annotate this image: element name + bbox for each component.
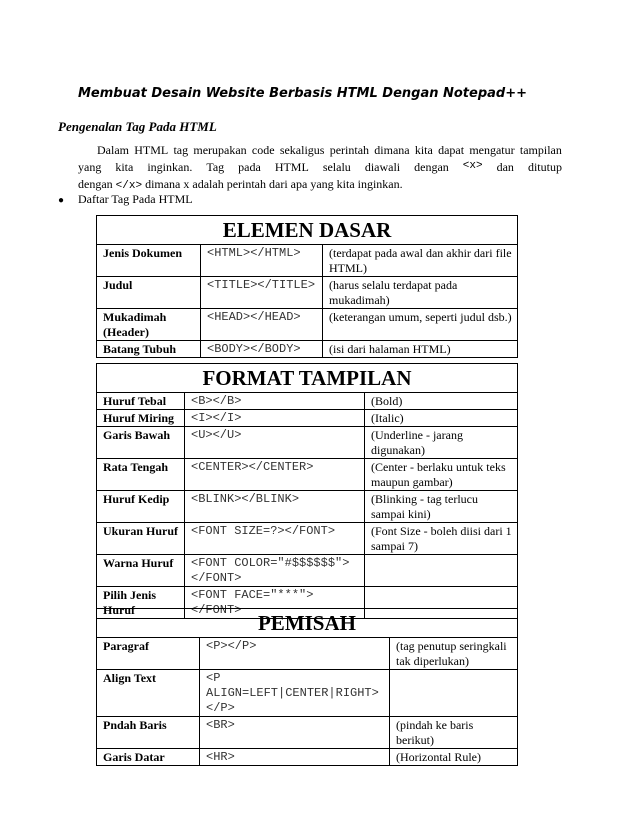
tag-code-cell: <BLINK></BLINK>	[185, 491, 365, 523]
intro-word: dapat	[438, 143, 465, 157]
intro-word: HTML	[274, 160, 309, 174]
tag-description-cell: (Horizontal Rule)	[390, 749, 518, 766]
intro-word: yang	[78, 160, 102, 174]
tag-name-cell: Garis Datar	[97, 749, 200, 766]
tag-code-cell: <BODY></BODY>	[201, 341, 323, 358]
tag-description-cell: (Bold)	[365, 393, 518, 410]
tag-code-cell: <FONT FACE="***"></FONT>	[185, 587, 365, 619]
tag-name-cell: Paragraf	[97, 638, 200, 670]
section-heading: Pengenalan Tag Pada HTML	[58, 119, 217, 134]
intro-word: dimana	[374, 143, 410, 157]
table-row	[97, 459, 518, 491]
intro-line-2	[78, 160, 562, 175]
tag-description-cell	[365, 555, 518, 587]
tag-code-cell: <HEAD></HEAD>	[201, 309, 323, 341]
intro-line-3-pre: dengan	[78, 177, 113, 191]
tag-code-cell: <HR>	[200, 749, 390, 766]
table-row	[97, 277, 518, 309]
tag-code-cell: <HTML></HTML>	[201, 245, 323, 277]
tag-description-cell: (harus selalu terdapat pada mukadimah)	[323, 277, 518, 309]
elemen-dasar-table	[96, 215, 518, 358]
opening-tag-example: <x>	[462, 160, 483, 172]
intro-line-1	[97, 143, 562, 158]
bullet-icon: ●	[58, 195, 65, 206]
tag-name-cell: Huruf Kedip	[97, 491, 185, 523]
table-row	[97, 638, 518, 670]
tag-description-cell: (terdapat pada awal dan akhir dari file HTML)	[323, 245, 518, 277]
bullet-text: Daftar Tag Pada HTML	[78, 192, 193, 206]
tag-description-cell: (pindah ke baris berikut)	[390, 717, 518, 749]
intro-word: pada	[238, 160, 261, 174]
table-row	[97, 555, 518, 587]
table-row	[97, 491, 518, 523]
tag-description-cell	[390, 670, 518, 717]
pemisah-table	[96, 608, 518, 766]
tag-name-cell: Mukadimah (Header)	[97, 309, 201, 341]
tag-code-cell: <BR>	[200, 717, 390, 749]
intro-word: code	[251, 143, 275, 157]
tag-code-cell: <P></P>	[200, 638, 390, 670]
intro-word: diawali	[364, 160, 401, 174]
intro-line-3	[78, 177, 562, 192]
intro-word: sekaligus	[279, 143, 325, 157]
tag-name-cell: Align Text	[97, 670, 200, 717]
tag-name-cell: Jenis Dokumen	[97, 245, 201, 277]
intro-word: perintah	[329, 143, 370, 157]
intro-word: merupakan	[193, 143, 247, 157]
intro-word: dengan	[414, 160, 449, 174]
intro-word: tampilan	[519, 143, 562, 157]
closing-tag-example: </x>	[115, 180, 143, 192]
intro-word: HTML	[134, 143, 169, 157]
table-title: ELEMEN DASAR	[97, 216, 518, 245]
tag-name-cell: Huruf Tebal	[97, 393, 185, 410]
intro-word: dan	[496, 160, 514, 174]
table-row	[97, 717, 518, 749]
tag-code-cell: <FONT COLOR="#$$$$$$"></FONT>	[185, 555, 365, 587]
table-row	[97, 523, 518, 555]
tag-name-cell: Pndah Baris	[97, 717, 200, 749]
tag-code-cell: <P ALIGN=LEFT|CENTER|RIGHT></P>	[200, 670, 390, 717]
table-row	[97, 670, 518, 717]
tag-description-cell: (Underline - jarang digunakan)	[365, 427, 518, 459]
intro-word: tag	[173, 143, 189, 157]
tag-code-cell: <U></U>	[185, 427, 365, 459]
tag-code-cell: <I></I>	[185, 410, 365, 427]
tag-code-cell: <FONT SIZE=?></FONT>	[185, 523, 365, 555]
intro-word: inginkan.	[147, 160, 193, 174]
tag-name-cell: Garis Bawah	[97, 427, 185, 459]
tag-description-cell: (isi dari halaman HTML)	[323, 341, 518, 358]
table-row	[97, 393, 518, 410]
table-row	[97, 410, 518, 427]
tag-description-cell: (keterangan umum, seperti judul dsb.)	[323, 309, 518, 341]
tag-description-cell: (Font Size - boleh diisi dari 1 sampai 7)	[365, 523, 518, 555]
tag-code-cell: <CENTER></CENTER>	[185, 459, 365, 491]
table-row	[97, 427, 518, 459]
table-row	[97, 245, 518, 277]
tag-description-cell: (Italic)	[365, 410, 518, 427]
tag-description-cell: (Center - berlaku untuk teks maupun gambar)	[365, 459, 518, 491]
intro-line-3-post: dimana x adalah perintah dari apa yang kita inginkan.	[145, 177, 403, 191]
tag-name-cell: Huruf Miring	[97, 410, 185, 427]
tag-name-cell: Batang Tubuh	[97, 341, 201, 358]
intro-word: ditutup	[527, 160, 562, 174]
table-row	[97, 749, 518, 766]
intro-word: kita	[414, 143, 433, 157]
table-title: PEMISAH	[97, 609, 518, 638]
tag-name-cell: Ukuran Huruf	[97, 523, 185, 555]
tag-name-cell: Pilih Jenis Huruf	[97, 587, 185, 619]
intro-word: Dalam	[97, 143, 129, 157]
tag-name-cell: Warna Huruf	[97, 555, 185, 587]
intro-word: Tag	[206, 160, 225, 174]
document-title: Membuat Desain Website Berbasis HTML Dengan Notepad++	[78, 86, 528, 101]
tag-code-cell: <B></B>	[185, 393, 365, 410]
intro-word: selalu	[322, 160, 351, 174]
tag-description-cell: (Blinking - tag terlucu sampai kini)	[365, 491, 518, 523]
format-tampilan-table	[96, 363, 518, 619]
tag-name-cell: Rata Tengah	[97, 459, 185, 491]
intro-word: mengatur	[469, 143, 515, 157]
intro-word: kita	[115, 160, 134, 174]
tag-name-cell: Judul	[97, 277, 201, 309]
table-row	[97, 309, 518, 341]
tag-description-cell: (tag penutup seringkali tak diperlukan)	[390, 638, 518, 670]
table-row	[97, 341, 518, 358]
bullet-item	[58, 192, 193, 207]
tag-code-cell: <TITLE></TITLE>	[201, 277, 323, 309]
table-title: FORMAT TAMPILAN	[97, 364, 518, 393]
